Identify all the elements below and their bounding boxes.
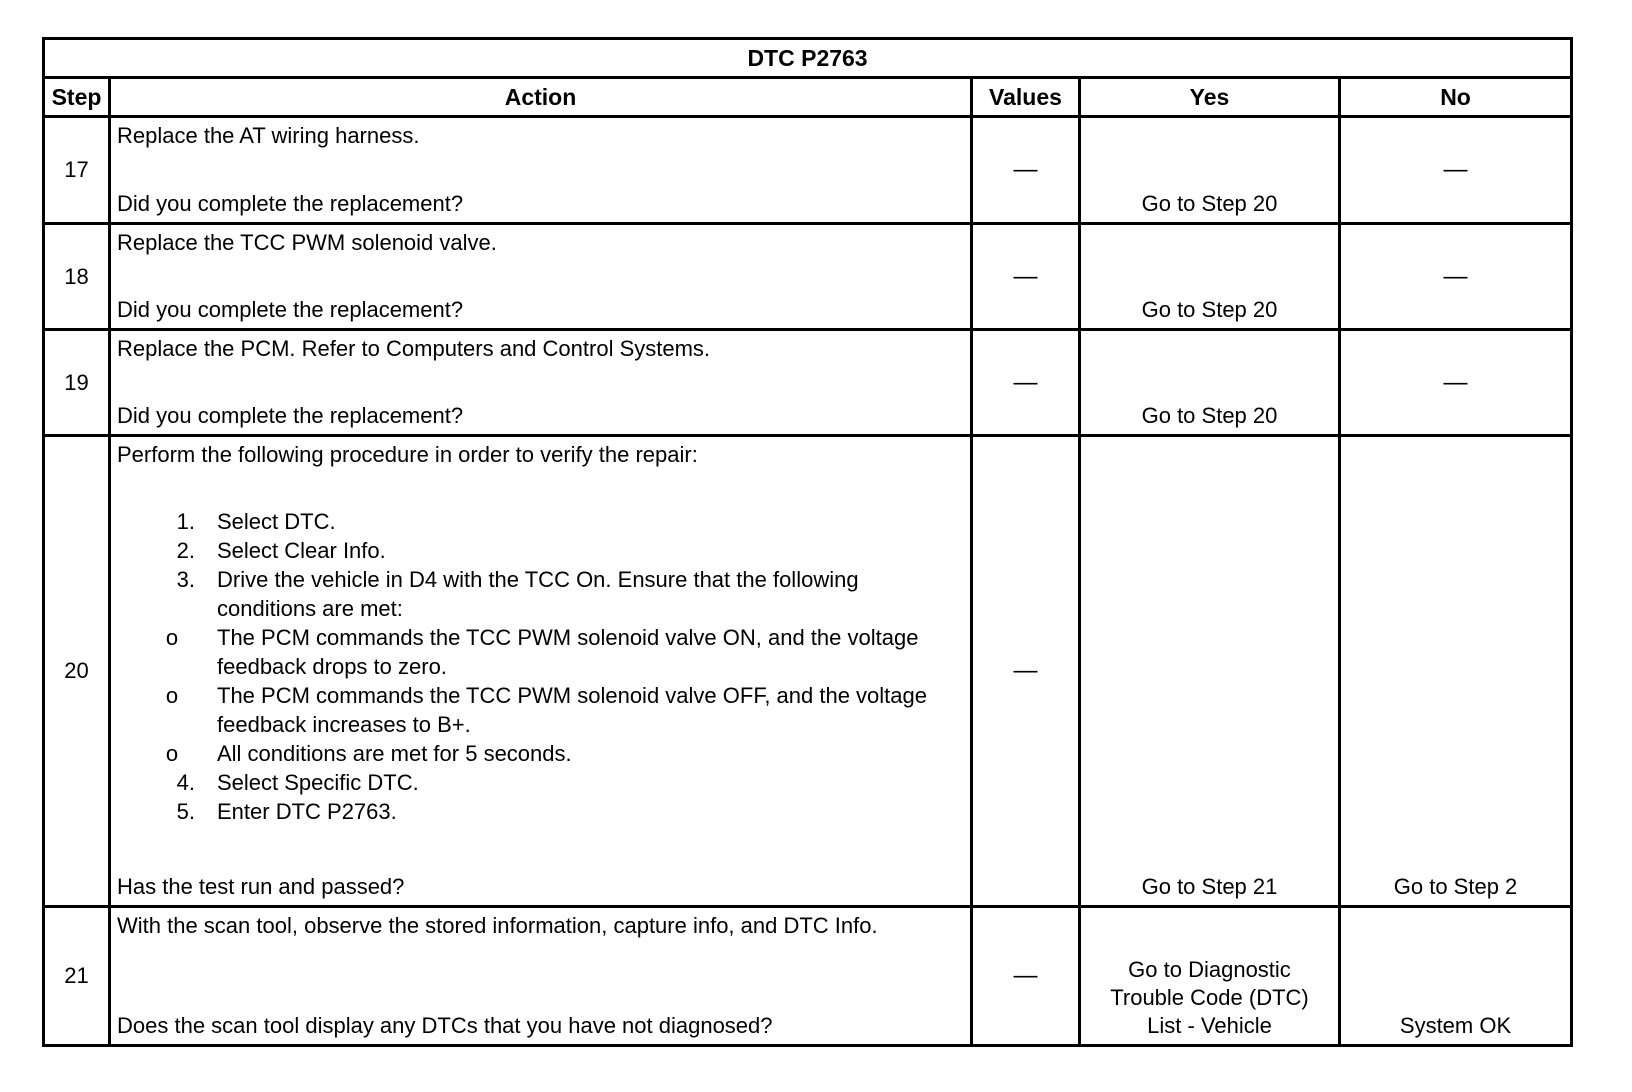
bullet-icon: o bbox=[165, 741, 179, 766]
list-item-number: 1. bbox=[176, 509, 195, 534]
header-action: Action bbox=[110, 78, 972, 117]
header-values: Values bbox=[972, 78, 1080, 117]
no-cell: — bbox=[1340, 330, 1572, 436]
step-number: 19 bbox=[44, 330, 110, 436]
no-cell: — bbox=[1340, 117, 1572, 224]
list-item-text: Select DTC. bbox=[217, 509, 336, 534]
list-item-text: Drive the vehicle in D4 with the TCC On. Ensure that the following conditions are met: bbox=[217, 567, 859, 621]
list-item bbox=[117, 797, 964, 826]
values-cell: — bbox=[972, 907, 1080, 1046]
list-item-text: Enter DTC P2763. bbox=[217, 799, 397, 824]
values-cell: — bbox=[972, 330, 1080, 436]
list-item-text: Select Clear Info. bbox=[217, 538, 386, 563]
condition-text: The PCM commands the TCC PWM solenoid valve OFF, and the voltage feedback increases to B+. bbox=[217, 683, 927, 737]
step-number: 21 bbox=[44, 907, 110, 1046]
list-item-body bbox=[165, 565, 957, 768]
action-question: Has the test run and passed? bbox=[117, 874, 405, 899]
condition-text: The PCM commands the TCC PWM solenoid valve ON, and the voltage feedback drops to zero. bbox=[217, 625, 919, 679]
action-cell bbox=[110, 224, 972, 330]
list-item bbox=[117, 565, 964, 768]
list-item-number: 5. bbox=[176, 799, 195, 824]
action-instruction: With the scan tool, observe the stored information, capture info, and DTC Info. bbox=[117, 913, 878, 938]
table-title: DTC P2763 bbox=[44, 39, 1572, 78]
yes-cell: Go to Step 20 bbox=[1080, 330, 1340, 436]
action-instruction: Replace the PCM. Refer to Computers and Control Systems. bbox=[117, 336, 711, 361]
list-item bbox=[117, 536, 964, 565]
action-question: Did you complete the replacement? bbox=[117, 191, 464, 216]
list-item-number: 3. bbox=[176, 567, 195, 592]
action-cell bbox=[110, 436, 972, 907]
values-cell: — bbox=[972, 117, 1080, 224]
title-row bbox=[44, 39, 1572, 78]
step-number: 17 bbox=[44, 117, 110, 224]
list-item bbox=[117, 507, 964, 536]
action-cell bbox=[110, 907, 972, 1046]
action-question: Did you complete the replacement? bbox=[117, 403, 464, 428]
bullet-icon: o bbox=[165, 625, 179, 650]
yes-cell: Go to Step 20 bbox=[1080, 117, 1340, 224]
conditions-list bbox=[117, 623, 957, 768]
no-cell: Go to Step 2 bbox=[1340, 436, 1572, 907]
condition-text: All conditions are met for 5 seconds. bbox=[217, 741, 572, 766]
list-item-text: Select Specific DTC. bbox=[217, 770, 419, 795]
step-number: 18 bbox=[44, 224, 110, 330]
action-question: Does the scan tool display any DTCs that you have not diagnosed? bbox=[117, 1013, 773, 1038]
action-instruction: Perform the following procedure in order to verify the repair: bbox=[117, 442, 698, 467]
step-number: 20 bbox=[44, 436, 110, 907]
yes-cell: Go to Diagnostic Trouble Code (DTC) List - Vehicle bbox=[1080, 907, 1340, 1046]
procedure-list bbox=[117, 507, 964, 826]
table-row bbox=[44, 436, 1572, 907]
condition-item bbox=[117, 623, 957, 681]
header-yes: Yes bbox=[1080, 78, 1340, 117]
header-no: No bbox=[1340, 78, 1572, 117]
action-cell bbox=[110, 330, 972, 436]
action-instruction: Replace the AT wiring harness. bbox=[117, 123, 420, 148]
bullet-icon: o bbox=[165, 683, 179, 708]
no-cell: — bbox=[1340, 224, 1572, 330]
header-row bbox=[44, 78, 1572, 117]
action-question: Did you complete the replacement? bbox=[117, 297, 464, 322]
yes-cell: Go to Step 20 bbox=[1080, 224, 1340, 330]
list-item-number: 2. bbox=[176, 538, 195, 563]
values-cell: — bbox=[972, 224, 1080, 330]
action-cell bbox=[110, 117, 972, 224]
values-cell: — bbox=[972, 436, 1080, 907]
table-row bbox=[44, 330, 1572, 436]
table-row bbox=[44, 907, 1572, 1046]
condition-item bbox=[117, 681, 957, 739]
list-item bbox=[117, 768, 964, 797]
no-cell: System OK bbox=[1340, 907, 1572, 1046]
yes-cell: Go to Step 21 bbox=[1080, 436, 1340, 907]
table-row bbox=[44, 224, 1572, 330]
table-row bbox=[44, 117, 1572, 224]
condition-item bbox=[117, 739, 957, 768]
dtc-table bbox=[42, 37, 1573, 1047]
list-item-number: 4. bbox=[176, 770, 195, 795]
action-instruction: Replace the TCC PWM solenoid valve. bbox=[117, 230, 497, 255]
header-step: Step bbox=[44, 78, 110, 117]
